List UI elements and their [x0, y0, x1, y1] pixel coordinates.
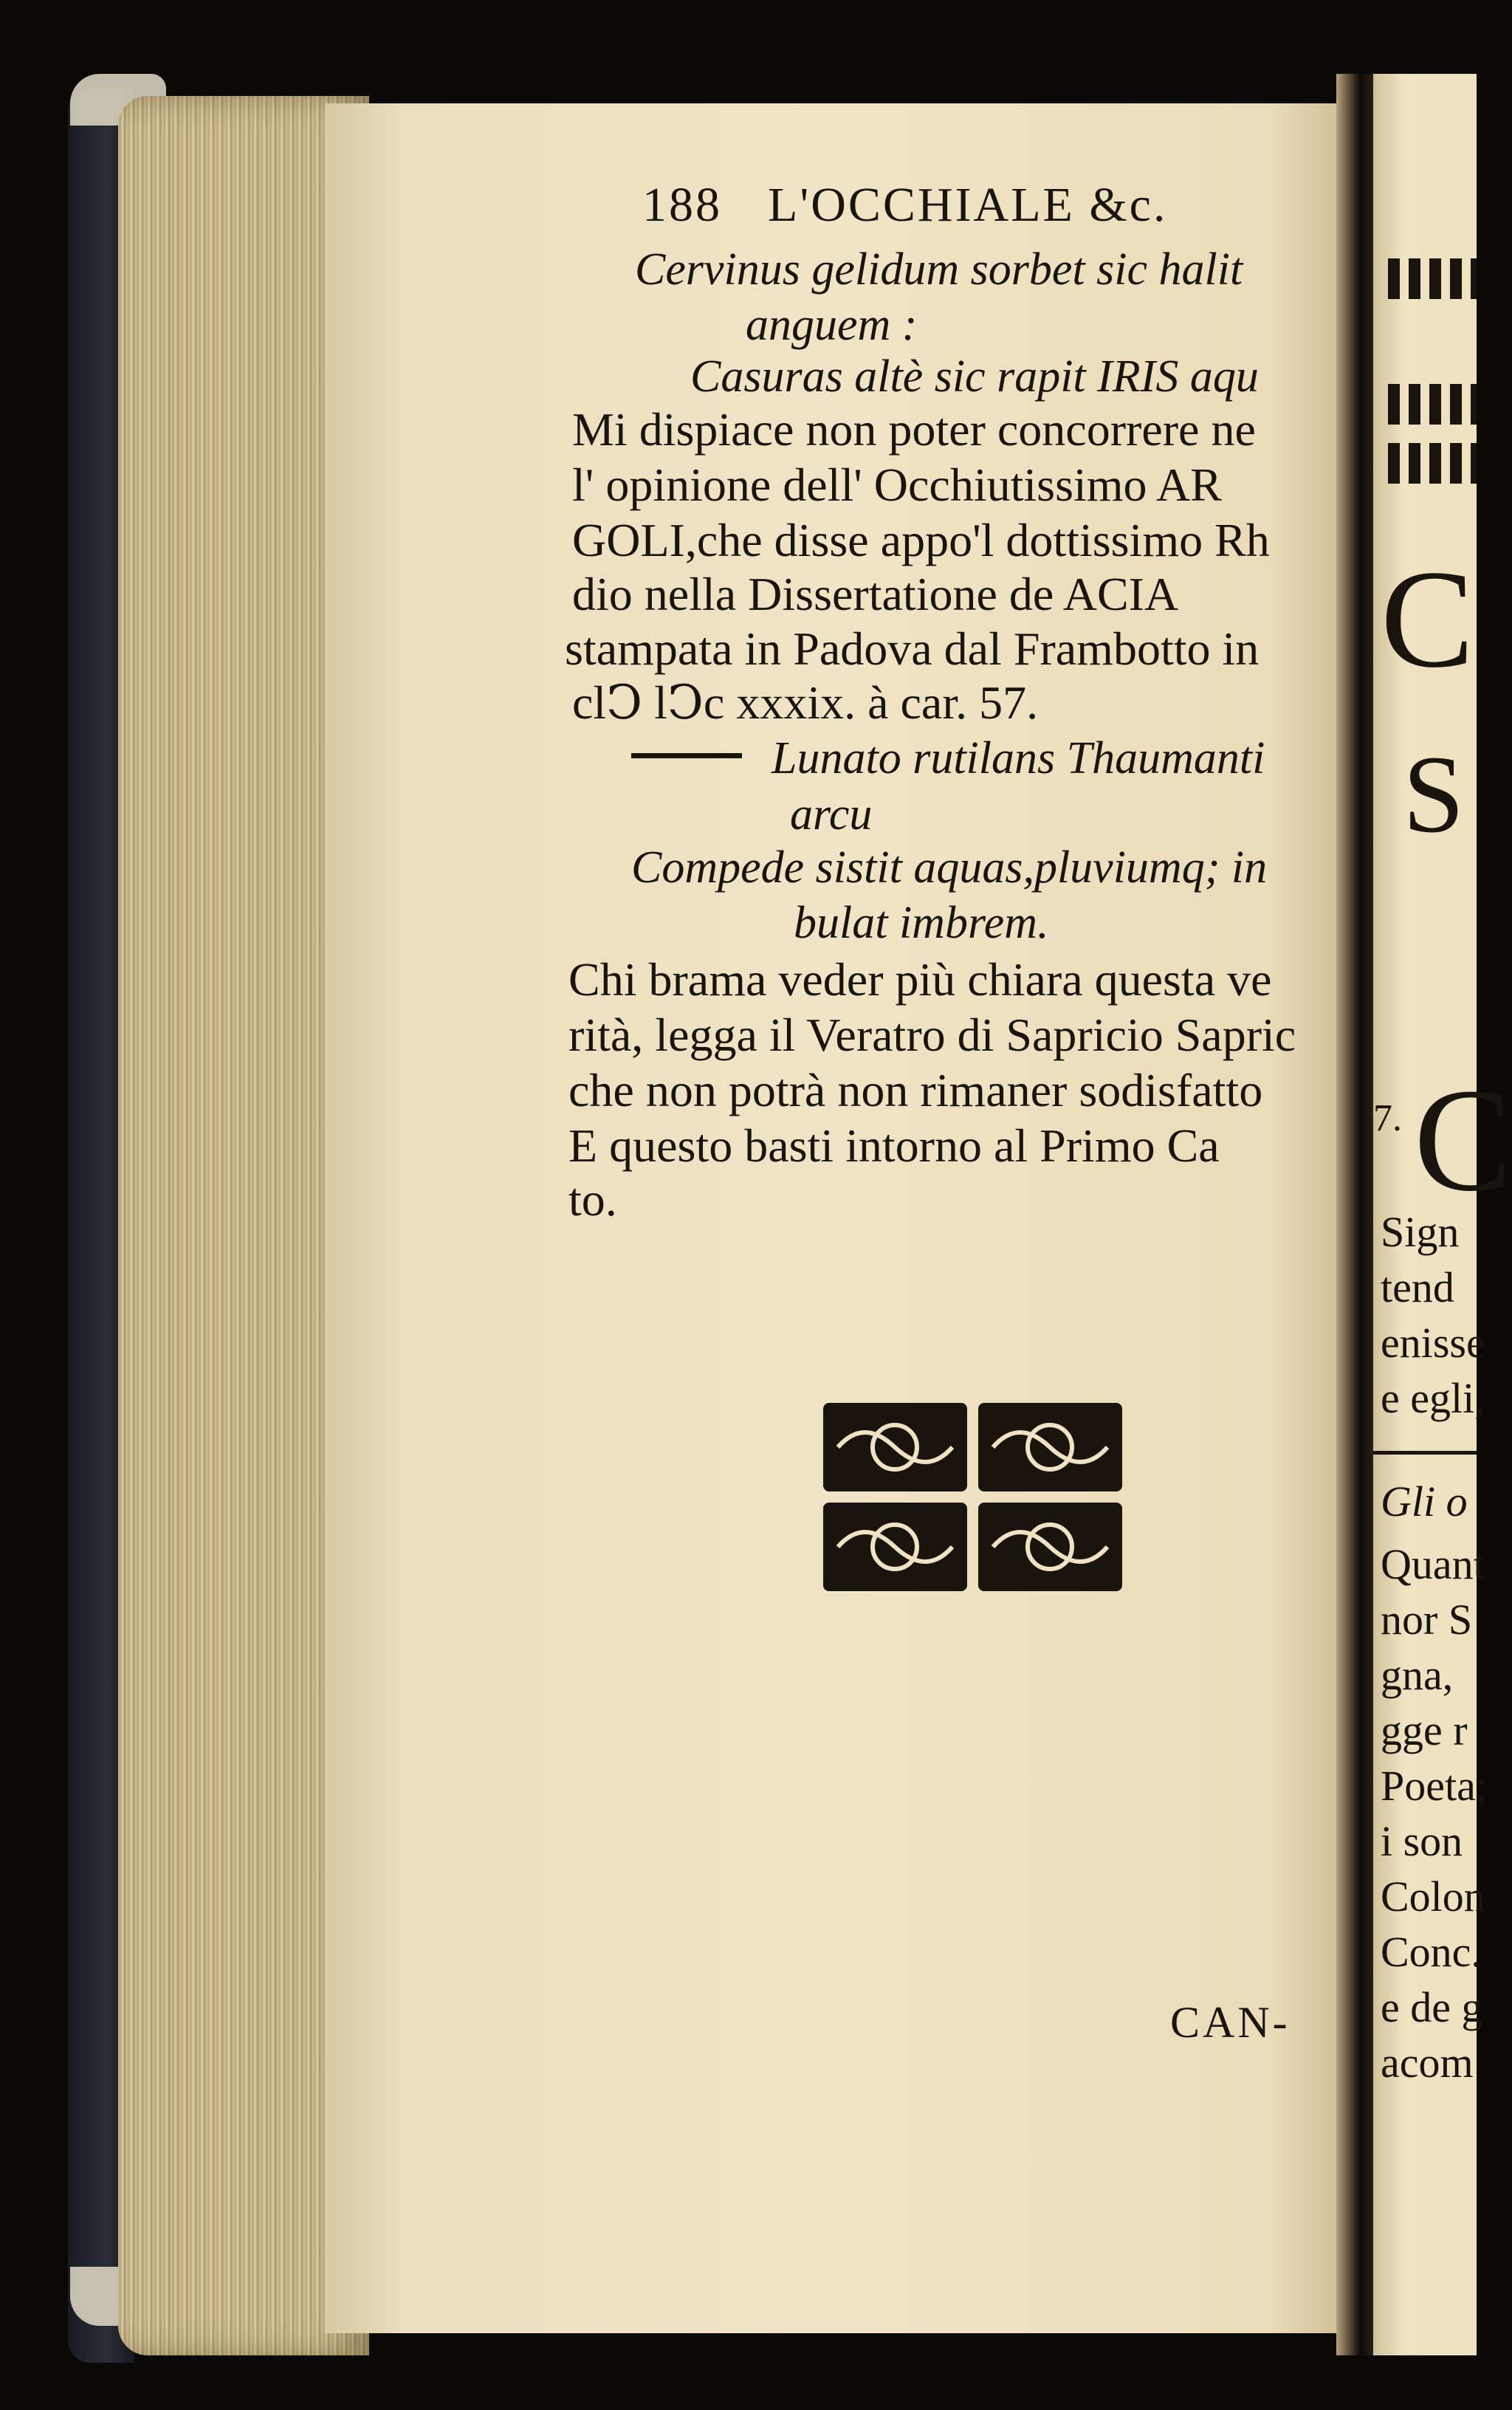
right-text-line: enisse [1381, 1319, 1485, 1367]
text-line: dio nella Dissertatione de ACIA [572, 568, 1179, 620]
catchword: CAN- [1170, 1998, 1291, 2047]
right-text-line: Quant [1381, 1540, 1485, 1588]
right-text-line: nor S [1381, 1596, 1473, 1644]
right-page [1373, 74, 1512, 2355]
right-text-line: tend [1381, 1263, 1454, 1311]
right-text-line: e egli, [1381, 1374, 1485, 1422]
initial-letter: C [1414, 1059, 1512, 1222]
right-text-line: gge r [1381, 1706, 1468, 1754]
verse-line: arcu [790, 789, 873, 840]
verse-line: bulat imbrem. [794, 898, 1049, 948]
right-text-line: Colon [1381, 1872, 1485, 1920]
text-line: to. [568, 1173, 617, 1226]
right-text-line: Poeta; [1381, 1762, 1488, 1810]
right-text-line: gna, [1381, 1651, 1454, 1699]
text-line: l' opinione dell' Occhiutissimo AR [572, 459, 1222, 511]
heading-letter: C [1381, 542, 1474, 697]
right-text-line: acom [1381, 2039, 1474, 2087]
text-line: che non potrà non rimaner sodisfatto [568, 1064, 1263, 1116]
printers-ornament [823, 1403, 1126, 1595]
text-line: rità, legga il Veratro di Sapricio Sapric [568, 1009, 1296, 1061]
right-text-line: Sign [1381, 1208, 1460, 1256]
right-page-ornament [1388, 258, 1477, 299]
right-text-line: e de g [1381, 1983, 1483, 2031]
text-line: E questo basti intorno al Primo Ca [568, 1119, 1220, 1172]
running-title: L'OCCHIALE &c. [768, 178, 1168, 232]
text-line: stampata in Padova dal Frambotto in [565, 622, 1260, 675]
verse-line: Cervinus gelidum sorbet sic halit [635, 244, 1243, 295]
verse-line: Lunato rutilans Thaumanti [772, 733, 1265, 783]
verse-line: anguem : [746, 300, 918, 350]
verse-line: Casuras altè sic rapit IRIS aqu [690, 351, 1259, 402]
page-number: 188 [642, 178, 722, 232]
right-text-line: Conc. [1381, 1928, 1482, 1976]
right-page-rule [1373, 1451, 1477, 1455]
verse-line: Compede sistit aquas,pluviumq; in [631, 842, 1268, 893]
right-page-ornament [1388, 384, 1477, 425]
text-line: Chi brama veder più chiara questa ve [568, 953, 1272, 1006]
text-line: GOLI,che disse appo'l dottissimo Rh [572, 514, 1270, 566]
right-text-line: i son [1381, 1817, 1463, 1865]
right-page-ornament [1388, 443, 1477, 484]
right-text-line: Gli o [1381, 1477, 1468, 1525]
margin-number: 7. [1373, 1097, 1402, 1139]
verse-dash [631, 753, 742, 758]
heading-letter: S [1403, 733, 1465, 856]
text-line: clↃ lↃc xxxix. à car. 57. [572, 676, 1039, 729]
text-line: Mi dispiace non poter concorrere ne [572, 403, 1256, 456]
